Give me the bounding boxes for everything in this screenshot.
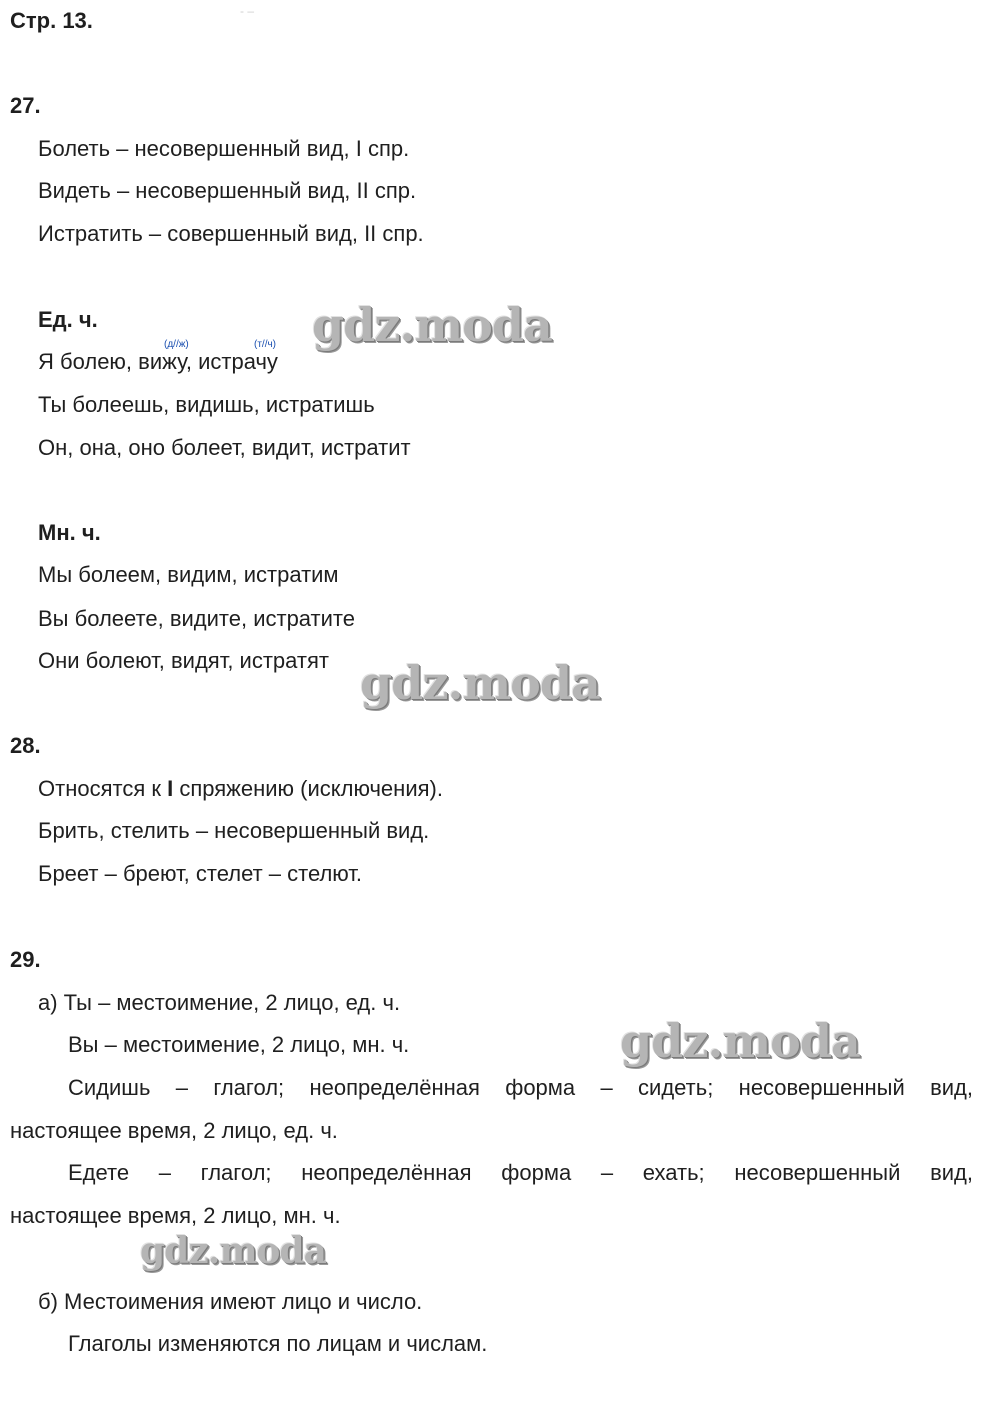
plural-line: Мы болеем, видим, истратим <box>38 562 339 587</box>
watermark-logo: gdz.moda <box>140 1230 326 1272</box>
conjugation-numeral: I <box>167 776 174 801</box>
alternation-note: (д//ж) <box>164 339 189 350</box>
watermark-logo: gdz.moda <box>360 656 600 710</box>
singular-line: Он, она, оно болеет, видит, истратит <box>38 435 411 460</box>
singular-line: Ты болеешь, видишь, истратишь <box>38 392 375 417</box>
exercise-29-line: а) Ты – местоимение, 2 лицо, ед. ч. <box>38 990 401 1015</box>
exercise-28-line: Брить, стелить – несовершенный вид. <box>38 818 430 843</box>
exercise-27-line: Видеть – несовершенный вид, II спр. <box>38 178 417 203</box>
alternation-note: (т//ч) <box>254 339 277 350</box>
singular-heading: Ед. ч. <box>38 307 98 332</box>
exercise-28-line: Бреет – бреют, стелет – стелют. <box>38 861 363 886</box>
plural-line: Они болеют, видят, истратят <box>38 648 329 673</box>
text-part: спряжению (исключения). <box>173 776 443 801</box>
exercise-29-line: Вы – местоимение, 2 лицо, мн. ч. <box>68 1032 410 1057</box>
page-title: Стр. 13. <box>10 8 93 33</box>
watermark-logo: gdz.moda <box>312 298 552 352</box>
exercise-29-number: 29. <box>10 947 41 972</box>
exercise-29-line: Глаголы изменяются по лицам и числам. <box>68 1331 488 1356</box>
exercise-29-line: настоящее время, 2 лицо, ед. ч. <box>10 1118 338 1143</box>
exercise-27-number: 27. <box>10 93 41 118</box>
exercise-29-line: б) Местоимения имеют лицо и число. <box>38 1289 423 1314</box>
exercise-29-paragraph-line: Едете – глагол; неопределённая форма – ехать; несовершенный вид, <box>68 1160 973 1185</box>
singular-line: Я болею, вижу, истрачу <box>38 349 278 374</box>
exercise-28-line <box>38 776 443 802</box>
text-part: Относятся к <box>38 776 168 801</box>
exercise-29-line: настоящее время, 2 лицо, мн. ч. <box>10 1203 341 1228</box>
watermark-logo: gdz.moda <box>620 1014 860 1068</box>
exercise-27-line: Истратить – совершенный вид, II спр. <box>38 221 424 246</box>
exercise-27-line: Болеть – несовершенный вид, I спр. <box>38 136 410 161</box>
exercise-28-number: 28. <box>10 733 41 758</box>
exercise-29-paragraph-line: Сидишь – глагол; неопределённая форма – сидеть; несовершенный вид, <box>68 1075 973 1100</box>
plural-line: Вы болеете, видите, истратите <box>38 606 355 631</box>
scan-mark: - – <box>240 4 255 18</box>
plural-heading: Мн. ч. <box>38 520 101 545</box>
